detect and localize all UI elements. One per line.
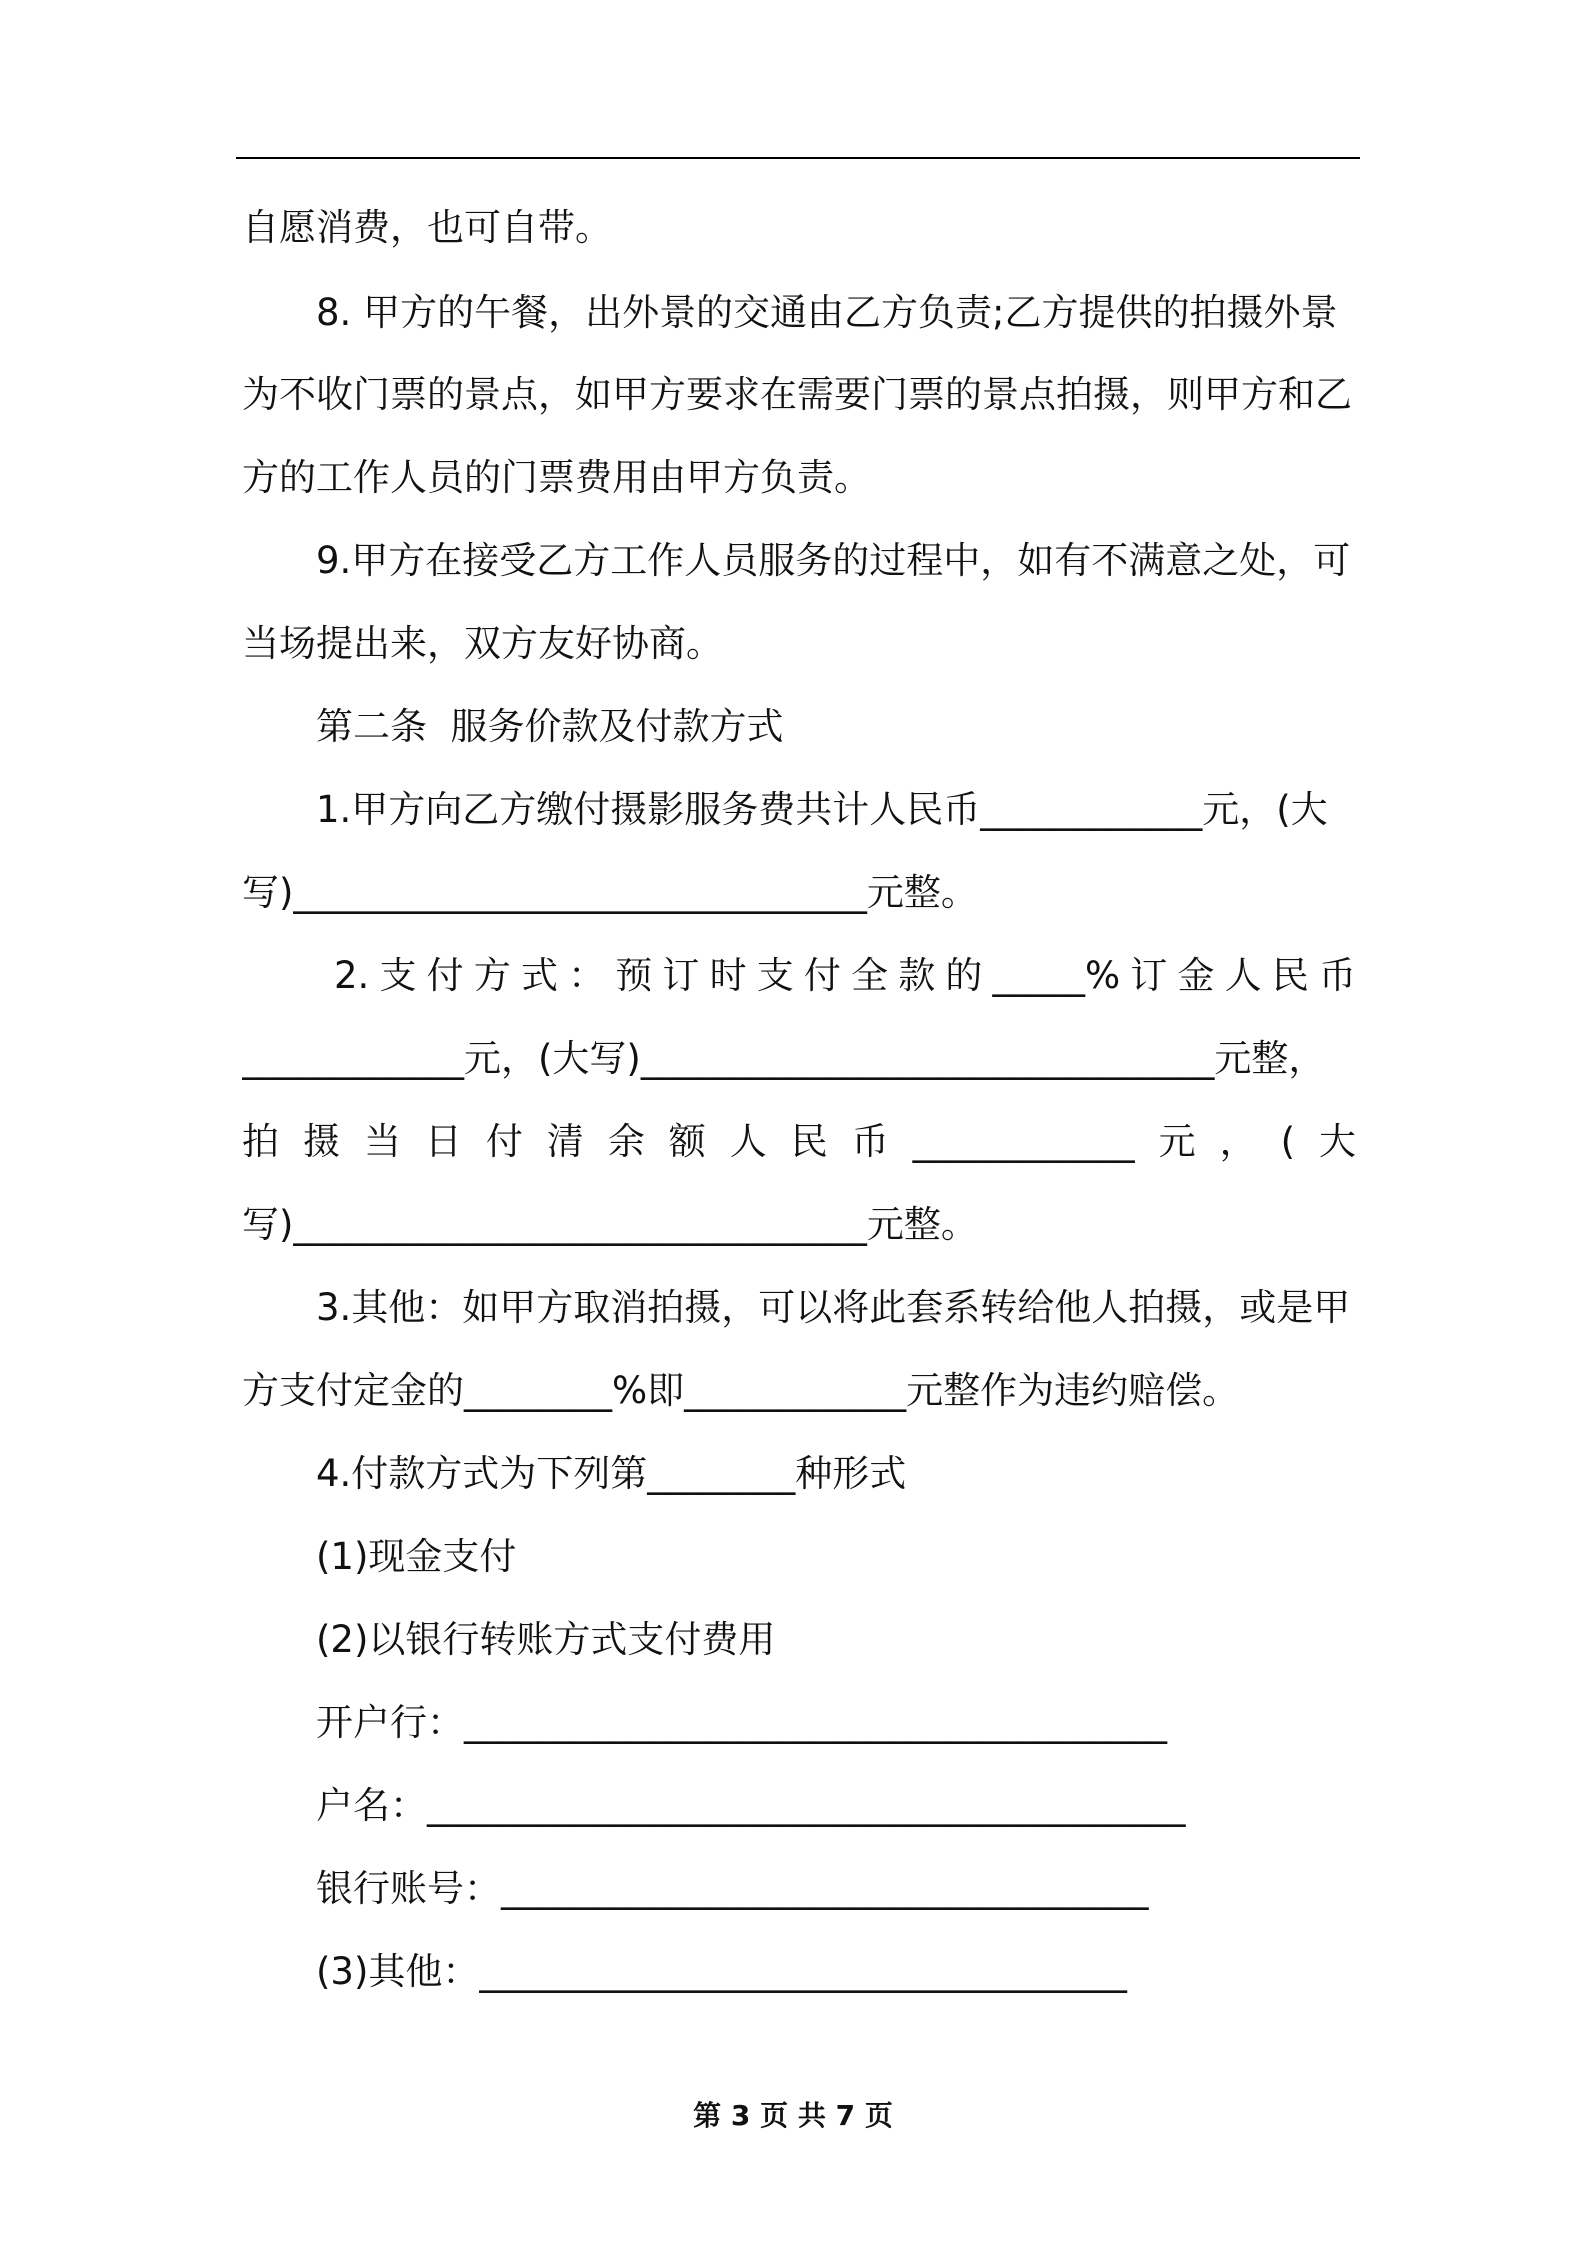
text-line-5: 9.甲方在接受乙方工作人员服务的过程中，如有不满意之处，可	[316, 539, 1351, 582]
text-line-14: 3.其他：如甲方取消拍摄，可以将此套系转给他人拍摄，或是甲	[316, 1286, 1351, 1329]
text-line-4: 方的工作人员的门票费用由甲方负责。	[242, 456, 871, 499]
list-item-other: (3)其他：___________________________________	[316, 1950, 1127, 1993]
text-line-3: 为不收门票的景点，如甲方要求在需要门票的景点拍摄，则甲方和乙	[242, 373, 1352, 416]
text-line-8: 1.甲方向乙方缴付摄影服务费共计人民币____________元，(大	[316, 788, 1328, 831]
text-line-10: 2.支付方式：预订时支付全款的_____%订金人民币	[334, 954, 1356, 997]
text-line-16: 4.付款方式为下列第________种形式	[316, 1452, 907, 1495]
text-line-11: ____________元，(大写)_______________________________元整，	[242, 1037, 1326, 1080]
list-item-cash: (1)现金支付	[316, 1535, 517, 1578]
text-line-1: 自愿消费，也可自带。	[242, 206, 612, 249]
list-item-bank-transfer: (2)以银行转账方式支付费用	[316, 1618, 776, 1661]
section-heading: 第二条 服务价款及付款方式	[316, 705, 784, 748]
text-line-12: 拍摄当日付清余额人民币____________元，(大	[242, 1120, 1356, 1163]
field-bank-name: 开户行：______________________________________	[316, 1701, 1167, 1744]
text-line-6: 当场提出来，双方友好协商。	[242, 622, 723, 665]
header-rule	[236, 157, 1360, 159]
text-line-15: 方支付定金的________%即____________元整作为违约赔偿。	[242, 1369, 1240, 1412]
field-account-name: 户名：_________________________________________	[316, 1784, 1186, 1827]
field-account-number: 银行账号：___________________________________	[316, 1867, 1149, 1910]
text-line-2: 8. 甲方的午餐，出外景的交通由乙方负责;乙方提供的拍摄外景	[316, 291, 1338, 334]
page-number-footer: 第 3 页 共 7 页	[693, 2099, 893, 2132]
text-line-13: 写)_______________________________元整。	[242, 1203, 978, 1246]
text-line-9: 写)_______________________________元整。	[242, 871, 978, 914]
